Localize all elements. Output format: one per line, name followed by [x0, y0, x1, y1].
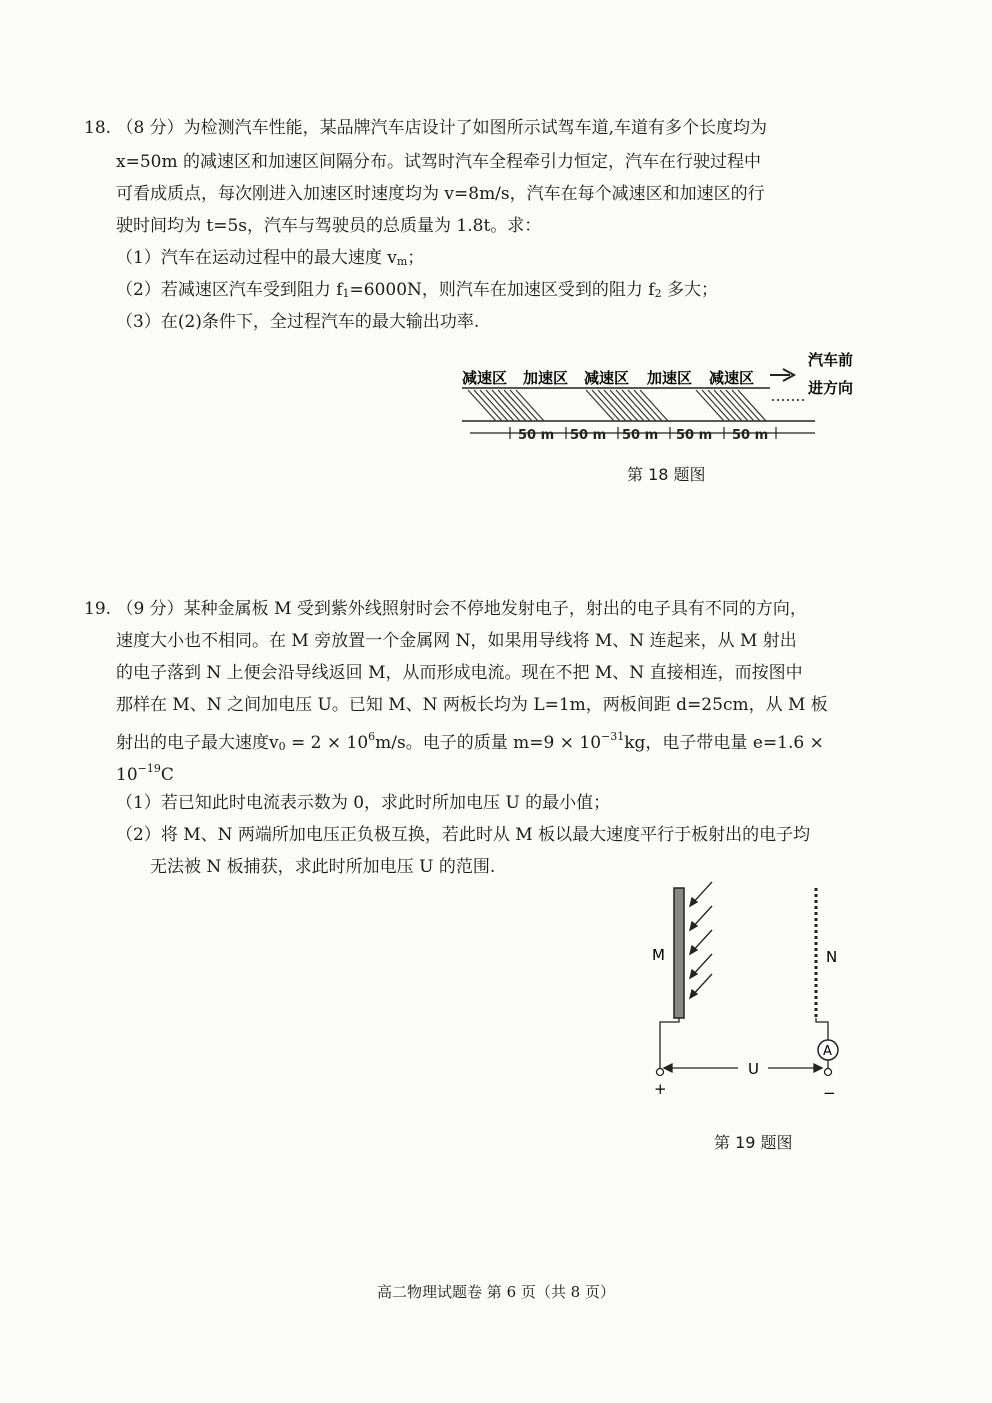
q18-part-2-text-c: 多大；	[661, 280, 718, 300]
q19-line-5-c: m/s。电子的质量 m=9 × 10	[375, 733, 602, 753]
q19-line-5-sup-2: −31	[601, 730, 625, 743]
q18-line-4: 驶时间均为 t=5s，汽车与驾驶员的总质量为 1.8t。求：	[116, 216, 542, 236]
q18-figure-caption: 第 18 题图	[627, 465, 706, 484]
q18-part-3: （3）在(2)条件下，全过程汽车的最大输出功率.	[116, 312, 480, 332]
dim-label-2: 50 m	[570, 428, 607, 443]
dim-label-3: 50 m	[622, 428, 659, 443]
q19-line-5-a: 射出的电子最大速度v	[116, 733, 279, 753]
q19-line-5-d: kg，电子带电量 e=1.6 ×	[624, 733, 824, 753]
uv-ray-arrows-icon	[690, 882, 712, 998]
terminal-negative	[825, 1069, 832, 1076]
q19-figure	[630, 870, 870, 1110]
terminal-plus-label: +	[654, 1080, 667, 1098]
q19-line-2: 速度大小也不相同。在 M 旁放置一个金属网 N，如果用导线将 M、N 连起来，从 M 射出	[116, 631, 797, 651]
wire-left	[660, 1018, 679, 1068]
zone-label-5: 减速区	[709, 369, 755, 387]
q19-line-6-sup: −19	[137, 762, 161, 775]
zone-label-4: 加速区	[647, 369, 693, 387]
q19-line-4: 那样在 M、N 之间加电压 U。已知 M、N 两板长均为 L=1m，两板间距 d=25cm，从 M 板	[116, 695, 828, 715]
q18-part-2-sub-1: 1	[342, 287, 350, 300]
q19-line-1: 19. （9 分）某种金属板 M 受到紫外线照射时会不停地发射电子，射出的电子具有不同的方向，	[84, 599, 807, 619]
direction-arrow-icon	[770, 369, 794, 381]
q18-part-2	[116, 278, 718, 306]
page-footer: 高二物理试题卷 第 6 页（共 8 页）	[377, 1283, 615, 1301]
q19-line-3: 的电子落到 N 上便会沿导线返回 M，从而形成电流。现在不把 M、N 直接相连，而按图中	[116, 663, 803, 683]
q18-figure	[460, 345, 870, 445]
zone-label-2: 加速区	[523, 369, 569, 387]
zone-label-1: 减速区	[462, 369, 508, 387]
q18-part-1-sub: m	[396, 255, 408, 268]
terminal-minus-label: −	[823, 1084, 836, 1102]
q19-line-6-b: C	[160, 765, 174, 785]
q18-part-2-sub-2: 2	[654, 287, 662, 300]
zone-label-3: 减速区	[584, 369, 630, 387]
plate-m-label: M	[652, 946, 665, 964]
q19-line-6	[116, 757, 174, 787]
deceleration-hatch-3	[696, 390, 766, 421]
deceleration-hatch-1	[468, 390, 544, 421]
q18-part-1	[116, 246, 424, 274]
q18-part-1-end: ；	[407, 248, 425, 268]
terminal-positive	[657, 1069, 664, 1076]
mesh-n-label: N	[826, 948, 838, 966]
deceleration-hatch-2	[586, 390, 668, 421]
q18-line-1: 18. （8 分）为检测汽车性能，某品牌汽车店设计了如图所示试驾车道,车道有多个长度均为	[84, 118, 768, 138]
q18-part-2-text-a: （2）若减速区汽车受到阻力 f	[116, 280, 343, 300]
q19-part-2: （2）将 M、N 两端所加电压正负极互换，若此时从 M 板以最大速度平行于板射出的电子均	[116, 825, 811, 845]
q19-line-5-sup: 6	[368, 730, 376, 743]
voltage-arrow-icon	[664, 1064, 822, 1072]
voltage-u-label: U	[748, 1060, 759, 1078]
q18-part-2-text-b: =6000N，则汽车在加速区受到的阻力 f	[349, 280, 655, 300]
q19-figure-caption: 第 19 题图	[714, 1133, 793, 1152]
q18-line-3: 可看成质点，每次刚进入加速区时速度均为 v=8m/s，汽车在每个减速区和加速区的行	[116, 184, 765, 204]
metal-plate-m	[674, 888, 684, 1018]
wire-right	[816, 1018, 828, 1040]
q19-line-6-a: 10	[116, 765, 138, 785]
q19-part-1: （1）若已知此时电流表示数为 0，求此时所加电压 U 的最小值；	[116, 793, 611, 813]
dim-label-4: 50 m	[676, 428, 713, 443]
q18-line-2: x=50m 的减速区和加速区间隔分布。试驾时汽车全程牵引力恒定，汽车在行驶过程中	[116, 152, 761, 172]
direction-label-2: 进方向	[808, 379, 854, 397]
q19-line-5-sub: 0	[278, 740, 286, 753]
dim-label-5: 50 m	[732, 428, 769, 443]
q19-line-5	[116, 725, 824, 759]
direction-label-1: 汽车前	[808, 351, 854, 369]
q18-part-1-text: （1）汽车在运动过程中的最大速度 v	[116, 248, 397, 268]
q19-line-5-b: = 2 × 10	[285, 733, 369, 753]
dim-label-1: 50 m	[518, 428, 555, 443]
ammeter-label: A	[823, 1044, 832, 1059]
q19-part-2-cont: 无法被 N 板捕获，求此时所加电压 U 的范围.	[150, 857, 496, 877]
